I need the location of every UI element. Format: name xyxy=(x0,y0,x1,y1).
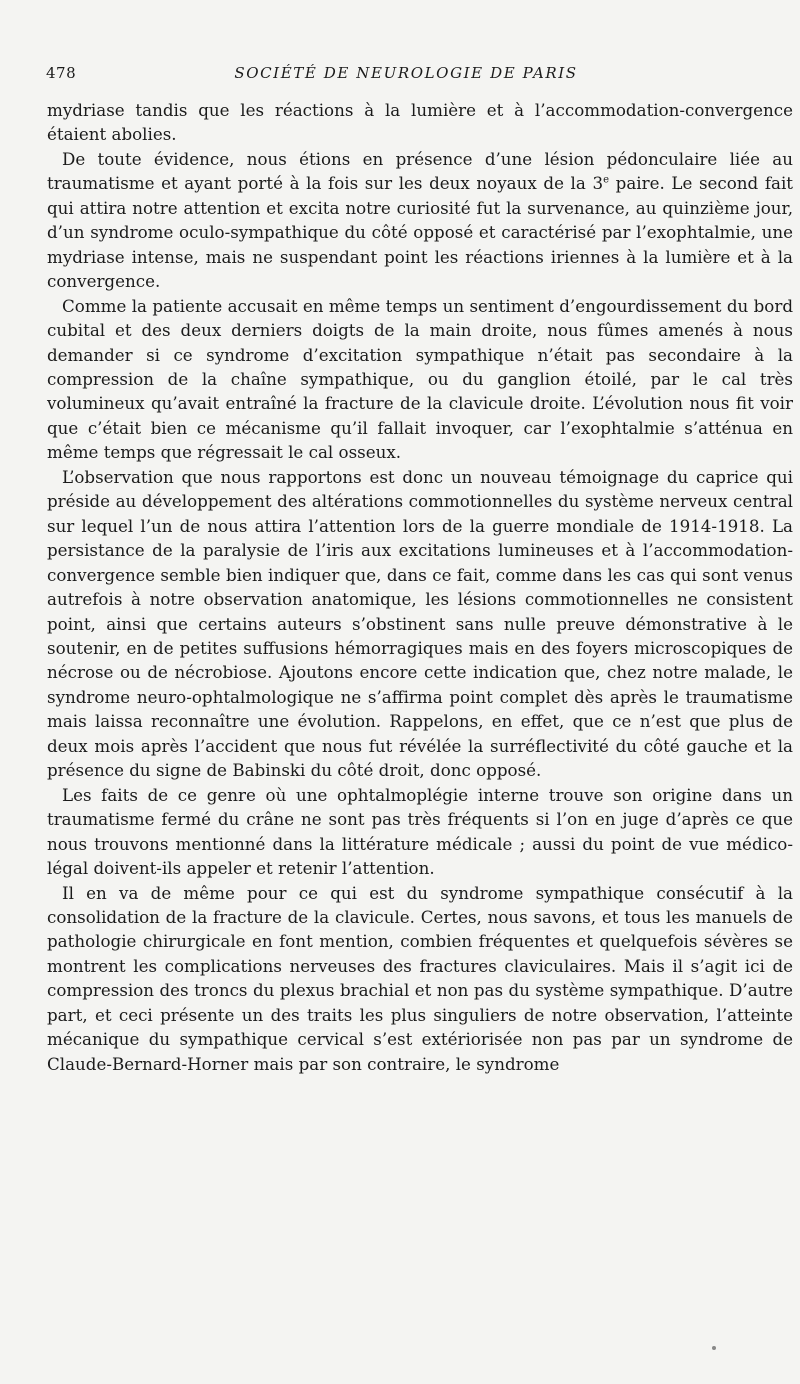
running-head xyxy=(46,64,766,86)
paragraph-2: De toute évidence, nous étions en présence d’une lésion pédonculaire liée au traumatisme et ayant porté à la fois sur les deux noyaux de la 3e paire. Le second fait qui attira notre attention et excita notre curiosité fut la survenance, au quinzième jour, d’un syndrome oculo-sympathique du côté opposé et caractérisé par l’exophtalmie, une mydriase intense, mais ne suspendant point les réactions iriennes à la lumière et à la convergence. xyxy=(47,148,794,292)
ink-speck xyxy=(712,1346,716,1350)
paragraph-6: Il en va de même pour ce qui est du syndrome sympathique consécutif à la consolidation de la fracture de la clavicule. Certes, nous savons, et tous les manuels de pathologie chirurgicale en font mention, combien fréquentes et quelquefois sévères se montrent les complications nerveuses des fractures claviculaires. Mais il s’agit ici de compression des troncs du plexus brachial et non pas du système sympathique. D’autre part, et ceci présente un des traits les plus singuliers de notre observation, l’atteinte mécanique du sympathique cervical s’est extériorisée non pas par un syndrome de Claude-Bernard-Horner mais par son contraire, le syndrome xyxy=(47,882,793,1074)
paragraph-3: Comme la patiente accusait en même temps un sentiment d’engourdissement du bord cubital et des deux derniers doigts de la main droite, nous fûmes amenés à nous demander si ce syndrome d’excitation sympathique n’était pas secondaire à la compression de la chaîne sympathique, ou du ganglion étoilé, par le cal très volumineux qu’avait entraîné la fracture de la clavicule droite. L’évolution nous fit voir que c’était bien ce mécanisme qu’il fallait invoquer, car l’exophtalmie s’atténua en même temps que régressait le cal osseux. xyxy=(47,295,793,463)
paragraph-1: mydriase tandis que les réactions à la lumière et à l’accommodation-convergence étaient abolies. xyxy=(47,100,793,145)
body-text xyxy=(47,98,793,1076)
journal-title: SOCIÉTÉ DE NEUROLOGIE DE PARIS xyxy=(234,64,578,82)
paragraph-4: L’observation que nous rapportons est donc un nouveau témoignage du caprice qui préside au développement des altérations commotionnelles du système nerveux central sur lequel l’un de nous attira l’attention lors de la guerre mondiale de 1914-1918. La persistance de la paralysie de l’iris aux excitations lumineuses et à l’accommodation-convergence semble bien indiquer que, dans ce fait, comme dans les cas qui sont venus autrefois à notre observation anatomique, les lésions commotionnelles ne consistent point, ainsi que certains auteurs s’obstinent sans nulle preuve démonstrative à le soutenir, en de petites suffusions hémorragiques mais en des foyers microscopiques de nécrose ou de nécrobiose. Ajoutons encore cette indication que, chez notre malade, le syndrome neuro-ophtalmologique ne s’affirma point complet dès après le traumatisme mais laissa reconnaître une évolution. Rappelons, en effet, que ce n’est que plus de deux mois après l’accident que nous fut révélée la surréflectivité du côté gauche et la présence du signe de Babinski du côté droit, donc opposé. xyxy=(47,466,793,781)
page-number: 478 xyxy=(46,64,77,82)
paragraph-5: Les faits de ce genre où une ophtalmoplégie interne trouve son origine dans un traumatisme fermé du crâne ne sont pas très fréquents si l’on en juge d’après ce que nous trouvons mentionné dans la littérature médicale ; aussi du point de vue médico-légal doivent-ils appeler et retenir l’attention. xyxy=(47,784,793,879)
